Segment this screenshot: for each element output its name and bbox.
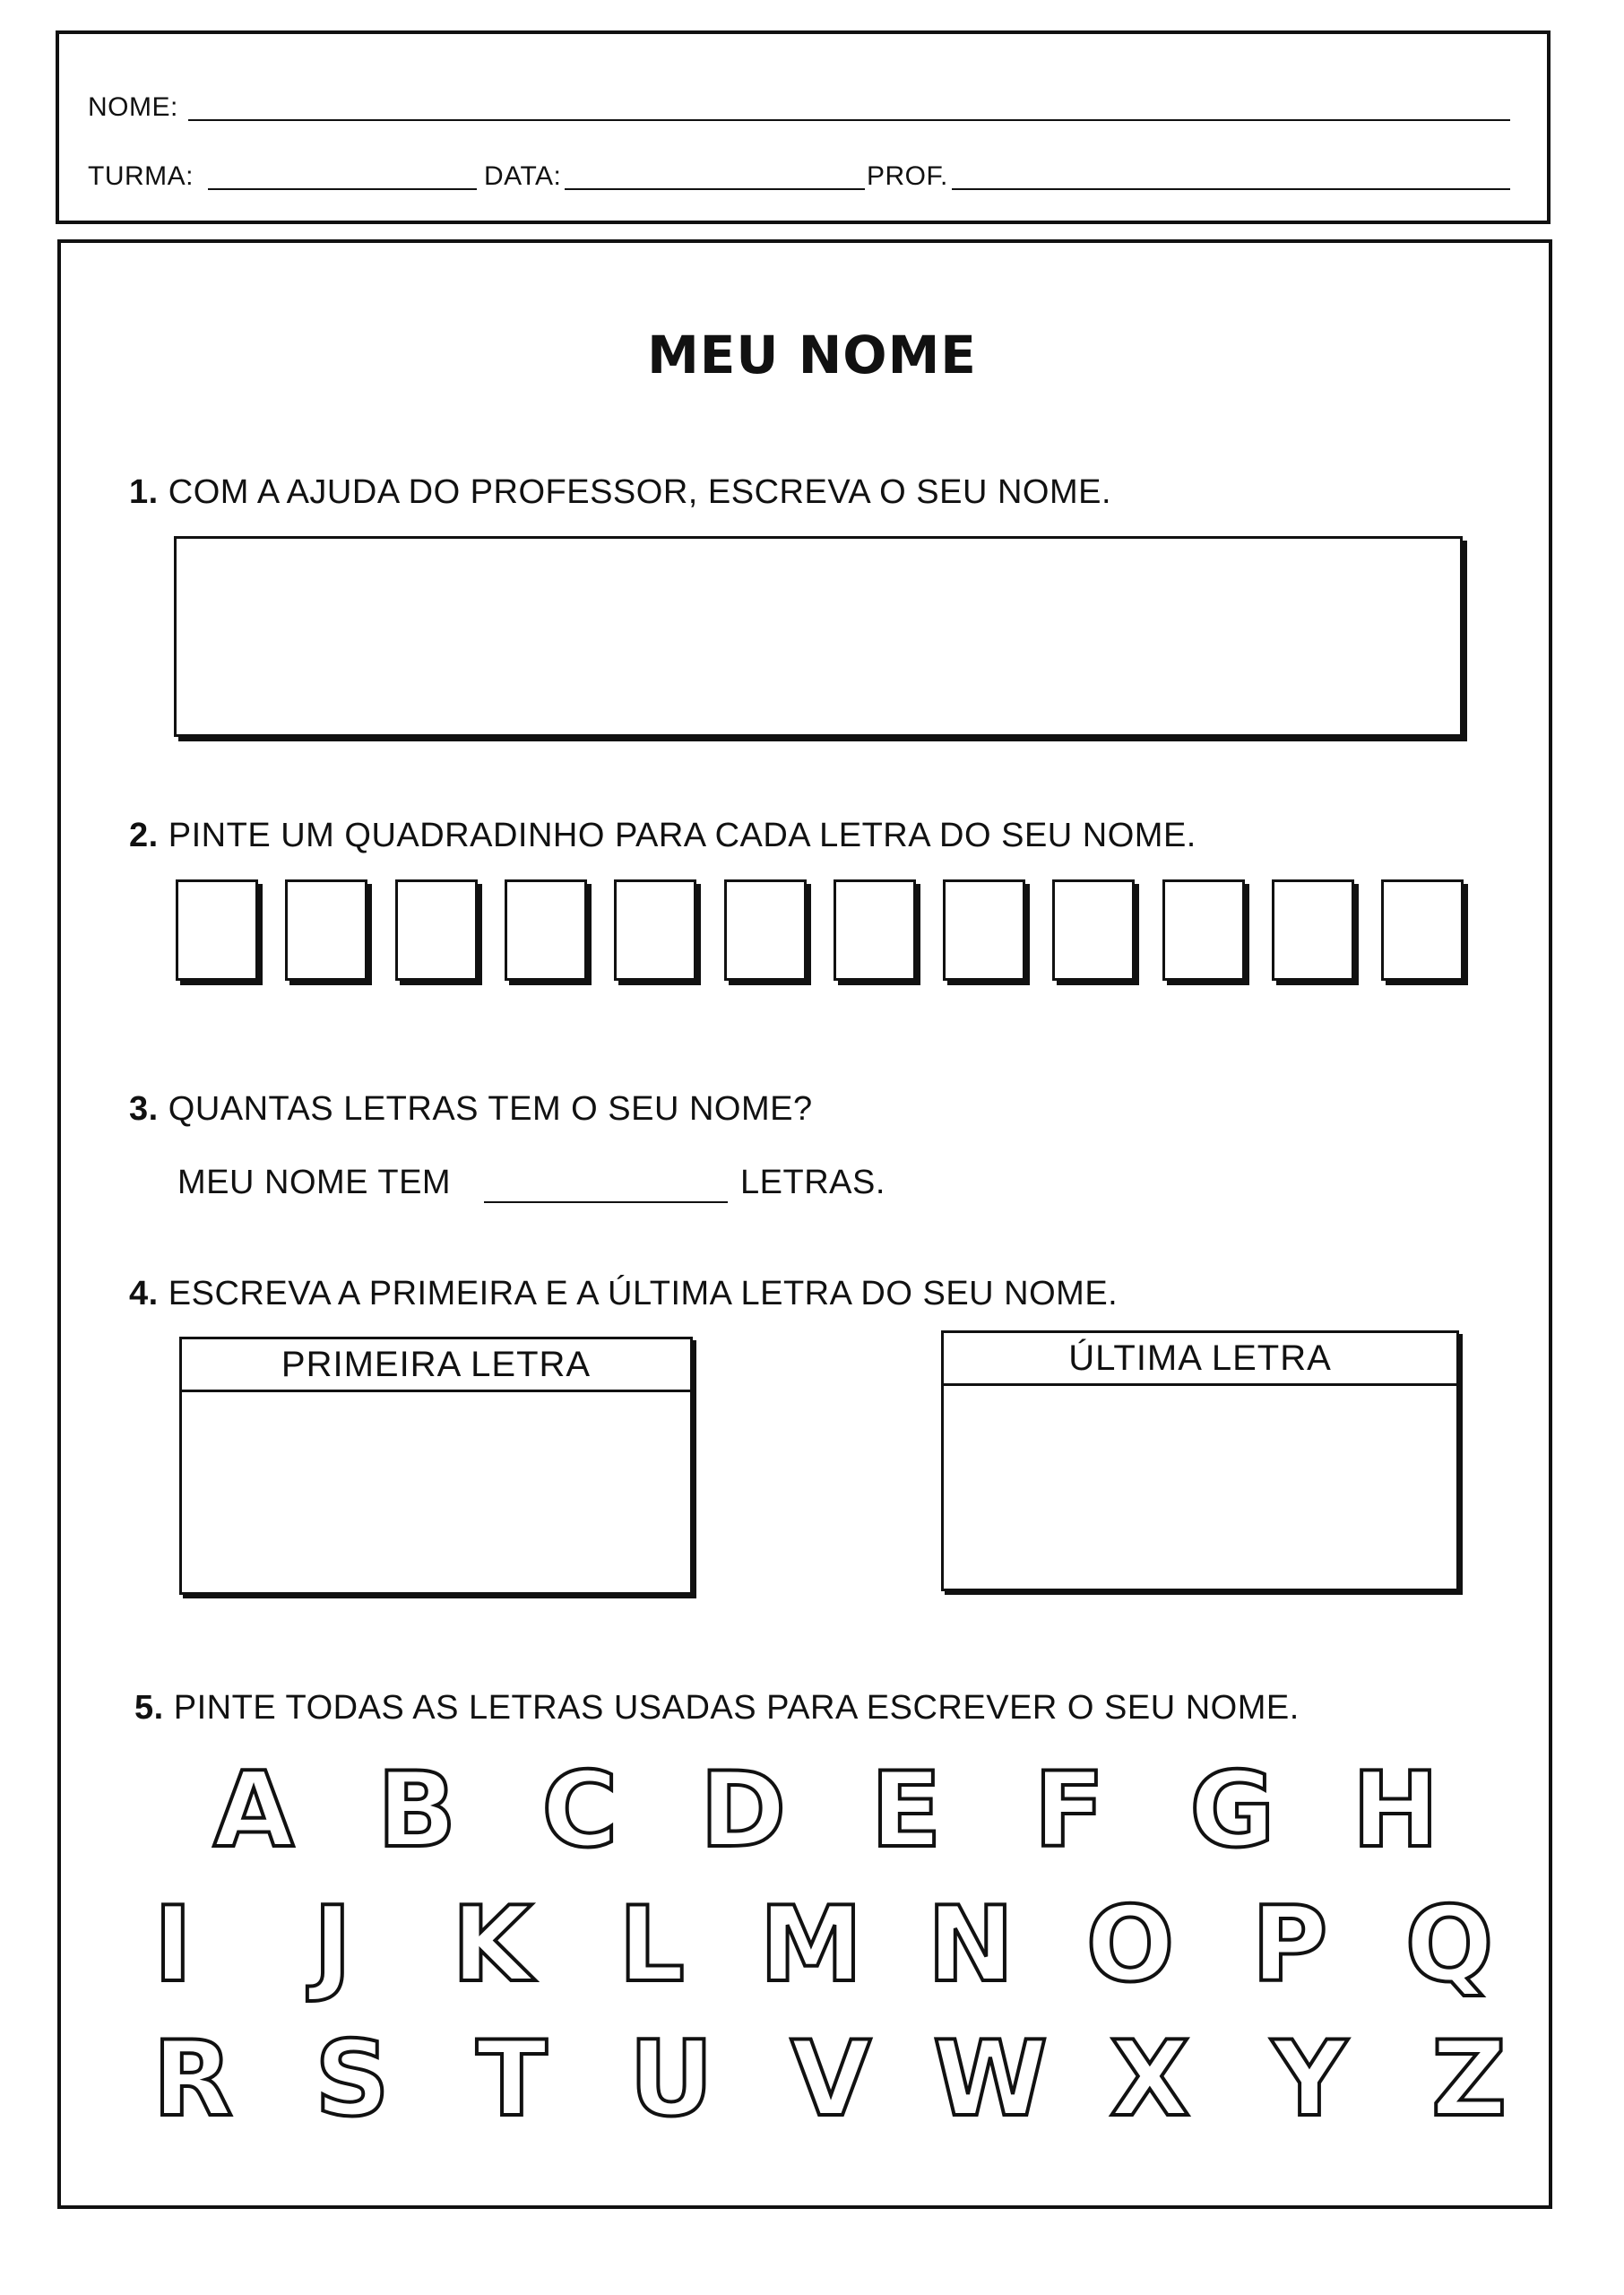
- last-letter-box[interactable]: [941, 1330, 1459, 1591]
- question-text: QUANTAS LETRAS TEM O SEU NOME?: [168, 1090, 813, 1128]
- alphabet-letter[interactable]: M: [759, 1884, 863, 2005]
- question-text: COM A AJUDA DO PROFESSOR, ESCREVA O SEU NOME.: [168, 473, 1112, 511]
- alphabet-letter[interactable]: N: [927, 1884, 1015, 2005]
- letter-square[interactable]: [176, 879, 258, 981]
- alphabet-letter[interactable]: D: [699, 1750, 787, 1871]
- alphabet-letter[interactable]: J: [313, 1884, 352, 2005]
- letter-square[interactable]: [505, 879, 587, 981]
- alphabet-letter[interactable]: H: [1352, 1750, 1439, 1871]
- first-letter-label: PRIMEIRA LETRA: [182, 1339, 690, 1392]
- letter-square[interactable]: [1052, 879, 1135, 981]
- question-text: PINTE UM QUADRADINHO PARA CADA LETRA DO SEU NOME.: [168, 817, 1196, 854]
- alphabet-letter[interactable]: V: [790, 2019, 871, 2140]
- alphabet-letter[interactable]: L: [618, 1884, 685, 2005]
- alphabet-letter[interactable]: B: [376, 1750, 457, 1871]
- alphabet-letter[interactable]: P: [1251, 1884, 1328, 2005]
- alphabet-letter[interactable]: Q: [1404, 1884, 1494, 2005]
- teacher-field[interactable]: [952, 188, 1510, 190]
- alphabet-letter[interactable]: W: [933, 2019, 1048, 2140]
- question-number: 2.: [129, 817, 159, 854]
- alphabet-letter[interactable]: Z: [1430, 2019, 1507, 2140]
- alphabet-letter[interactable]: X: [1110, 2019, 1190, 2140]
- alphabet-letter[interactable]: R: [152, 2019, 233, 2140]
- alphabet-letter[interactable]: G: [1189, 1750, 1275, 1871]
- last-letter-label: ÚLTIMA LETRA: [944, 1333, 1456, 1386]
- letter-count-field[interactable]: [484, 1201, 728, 1203]
- letter-count-prefix: MEU NOME TEM: [177, 1164, 452, 1201]
- alphabet-letter[interactable]: Y: [1272, 2019, 1347, 2140]
- name-label: NOME:: [88, 92, 178, 122]
- class-label: TURMA:: [88, 161, 194, 191]
- name-field[interactable]: [188, 119, 1510, 121]
- alphabet-letter[interactable]: K: [452, 1884, 532, 2005]
- letter-square[interactable]: [834, 879, 916, 981]
- alphabet-letter[interactable]: I: [153, 1884, 193, 2005]
- letter-square[interactable]: [1162, 879, 1245, 981]
- page-title: MEU NOME: [647, 325, 977, 385]
- letter-square[interactable]: [724, 879, 807, 981]
- alphabet-letter[interactable]: U: [628, 2019, 714, 2140]
- letter-square[interactable]: [1272, 879, 1354, 981]
- question-number: 3.: [129, 1090, 159, 1128]
- question-4: [129, 1275, 1118, 1313]
- alphabet-letter[interactable]: C: [541, 1750, 618, 1871]
- alphabet-letter[interactable]: A: [213, 1750, 294, 1871]
- question-2: [129, 817, 1196, 855]
- alphabet-letter[interactable]: S: [315, 2019, 390, 2140]
- letter-count-suffix: LETRAS.: [740, 1164, 885, 1201]
- alphabet-letter[interactable]: O: [1085, 1884, 1175, 2005]
- class-field[interactable]: [208, 188, 477, 190]
- question-text: ESCREVA A PRIMEIRA E A ÚLTIMA LETRA DO SEU NOME.: [168, 1275, 1119, 1312]
- first-letter-box[interactable]: [179, 1337, 693, 1595]
- letter-square[interactable]: [395, 879, 478, 981]
- question-number: 1.: [129, 473, 159, 511]
- question-5: [134, 1689, 1300, 1728]
- question-1: [129, 473, 1111, 512]
- question-text: PINTE TODAS AS LETRAS USADAS PARA ESCREVER O SEU NOME.: [173, 1689, 1300, 1727]
- letter-square[interactable]: [614, 879, 696, 981]
- date-field[interactable]: [565, 188, 865, 190]
- date-label: DATA:: [484, 161, 562, 191]
- question-number: 5.: [134, 1689, 164, 1727]
- alphabet-letter[interactable]: T: [476, 2019, 548, 2140]
- letter-square[interactable]: [1381, 879, 1464, 981]
- name-answer-box[interactable]: [174, 536, 1463, 737]
- alphabet-letter[interactable]: E: [870, 1750, 942, 1871]
- alphabet-letter[interactable]: F: [1033, 1750, 1105, 1871]
- letter-square[interactable]: [943, 879, 1025, 981]
- question-3: [129, 1090, 813, 1129]
- question-number: 4.: [129, 1275, 159, 1312]
- teacher-label: PROF.: [867, 161, 948, 191]
- letter-square[interactable]: [285, 879, 367, 981]
- header-frame: [56, 30, 1551, 224]
